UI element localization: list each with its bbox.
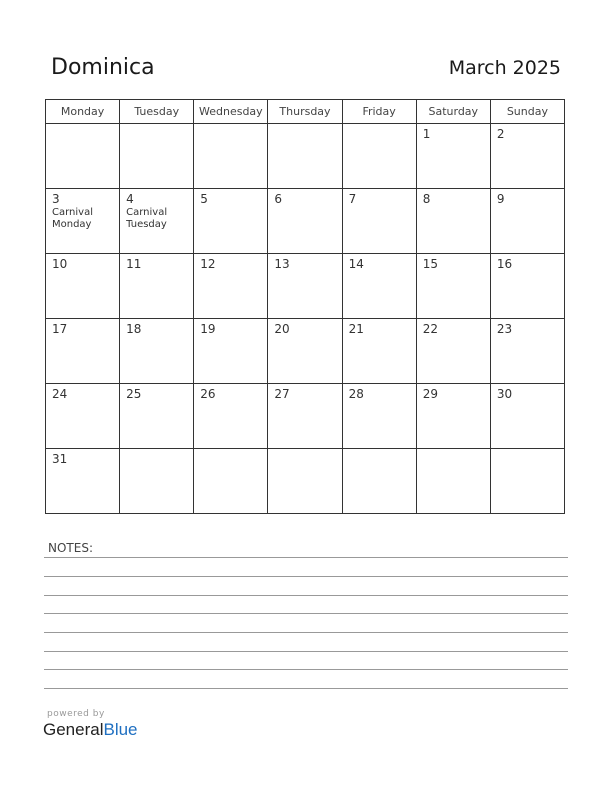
note-line[interactable] <box>44 595 568 596</box>
week-row <box>46 449 565 514</box>
day-cell <box>268 449 342 514</box>
calendar-grid <box>45 99 565 514</box>
day-cell <box>268 254 342 319</box>
day-number: 16 <box>496 257 513 271</box>
day-number: 20 <box>274 322 290 336</box>
note-line[interactable] <box>44 669 568 670</box>
day-number: 8 <box>422 192 431 206</box>
week-row <box>46 254 565 319</box>
holiday-label: Carnival Monday <box>52 207 93 230</box>
day-cell <box>194 254 268 319</box>
day-number: 26 <box>200 387 216 401</box>
day-number <box>194 124 267 127</box>
day-cell <box>342 384 416 449</box>
day-number <box>268 124 341 127</box>
day-cell <box>120 189 194 254</box>
day-cell <box>416 319 490 384</box>
day-cell <box>46 124 120 189</box>
week-row <box>46 189 565 254</box>
note-line[interactable] <box>44 557 568 558</box>
day-number: 24 <box>52 387 68 401</box>
day-number <box>417 449 490 452</box>
day-number: 18 <box>126 322 142 336</box>
day-number <box>194 449 267 452</box>
day-number <box>120 124 193 127</box>
powered-by-text: powered by <box>47 709 105 719</box>
day-cell <box>194 449 268 514</box>
day-cell <box>194 319 268 384</box>
day-number: 19 <box>200 322 216 336</box>
day-number: 12 <box>200 257 216 271</box>
month-title: March 2025 <box>448 57 561 79</box>
day-number <box>120 449 193 452</box>
day-number: 21 <box>348 322 364 336</box>
brand-blue-text: Blue <box>103 720 138 739</box>
weekday-header-row <box>46 100 565 124</box>
day-cell <box>194 189 268 254</box>
week-row <box>46 319 565 384</box>
day-number: 29 <box>422 387 438 401</box>
day-number: 30 <box>496 387 513 401</box>
note-line[interactable] <box>44 651 568 652</box>
country-title: Dominica <box>51 55 155 80</box>
day-number: 28 <box>348 387 364 401</box>
day-cell <box>268 189 342 254</box>
day-cell <box>490 124 564 189</box>
day-number <box>343 449 416 452</box>
day-cell <box>120 319 194 384</box>
day-number <box>268 449 341 452</box>
note-line[interactable] <box>44 688 568 689</box>
weekday-header: Friday <box>342 100 416 124</box>
holiday-label: Carnival Tuesday <box>126 207 168 230</box>
note-line[interactable] <box>44 613 568 614</box>
day-cell <box>490 254 564 319</box>
notes-label: NOTES: <box>48 541 93 555</box>
note-line[interactable] <box>44 632 568 633</box>
day-number: 17 <box>52 322 68 336</box>
day-cell <box>490 384 564 449</box>
day-cell <box>194 384 268 449</box>
day-number: 11 <box>126 257 142 271</box>
week-row <box>46 124 565 189</box>
day-cell <box>416 449 490 514</box>
day-cell <box>120 254 194 319</box>
day-number: 14 <box>348 257 364 271</box>
day-cell <box>416 254 490 319</box>
weekday-header: Thursday <box>268 100 342 124</box>
day-cell <box>268 384 342 449</box>
day-number: 4 <box>126 192 134 206</box>
day-cell <box>46 189 120 254</box>
weekday-header: Wednesday <box>194 100 268 124</box>
day-cell <box>120 124 194 189</box>
day-cell <box>342 449 416 514</box>
brand-general-text: General <box>43 720 104 739</box>
day-cell <box>342 189 416 254</box>
day-cell <box>46 319 120 384</box>
day-number: 31 <box>52 452 68 466</box>
day-cell <box>342 124 416 189</box>
day-cell <box>46 384 120 449</box>
day-number <box>46 124 119 127</box>
weekday-header: Tuesday <box>120 100 194 124</box>
day-cell <box>268 124 342 189</box>
day-cell <box>342 319 416 384</box>
day-cell <box>120 384 194 449</box>
day-cell <box>120 449 194 514</box>
day-number: 15 <box>422 257 438 271</box>
day-cell <box>416 124 490 189</box>
week-row <box>46 384 565 449</box>
day-number: 10 <box>52 257 68 271</box>
day-cell <box>194 124 268 189</box>
day-number: 27 <box>274 387 290 401</box>
day-number: 22 <box>422 322 438 336</box>
day-cell <box>416 189 490 254</box>
day-cell <box>268 319 342 384</box>
day-number: 3 <box>52 192 60 206</box>
day-number <box>491 449 564 452</box>
day-number: 25 <box>126 387 142 401</box>
day-number: 23 <box>496 322 513 336</box>
day-cell <box>490 449 564 514</box>
day-cell <box>46 449 120 514</box>
day-cell <box>490 189 564 254</box>
weekday-header: Saturday <box>416 100 490 124</box>
generalblue-logo <box>43 720 138 740</box>
weekday-header: Monday <box>46 100 120 124</box>
day-number: 1 <box>422 127 431 141</box>
day-cell <box>416 384 490 449</box>
day-number <box>343 124 416 127</box>
day-number: 13 <box>274 257 290 271</box>
day-number: 5 <box>200 192 208 206</box>
day-cell <box>46 254 120 319</box>
day-number: 9 <box>496 192 505 206</box>
day-number: 6 <box>274 192 283 206</box>
day-number: 7 <box>348 192 357 206</box>
day-number: 2 <box>496 127 505 141</box>
note-line[interactable] <box>44 576 568 577</box>
weekday-header: Sunday <box>490 100 564 124</box>
day-cell <box>342 254 416 319</box>
day-cell <box>490 319 564 384</box>
